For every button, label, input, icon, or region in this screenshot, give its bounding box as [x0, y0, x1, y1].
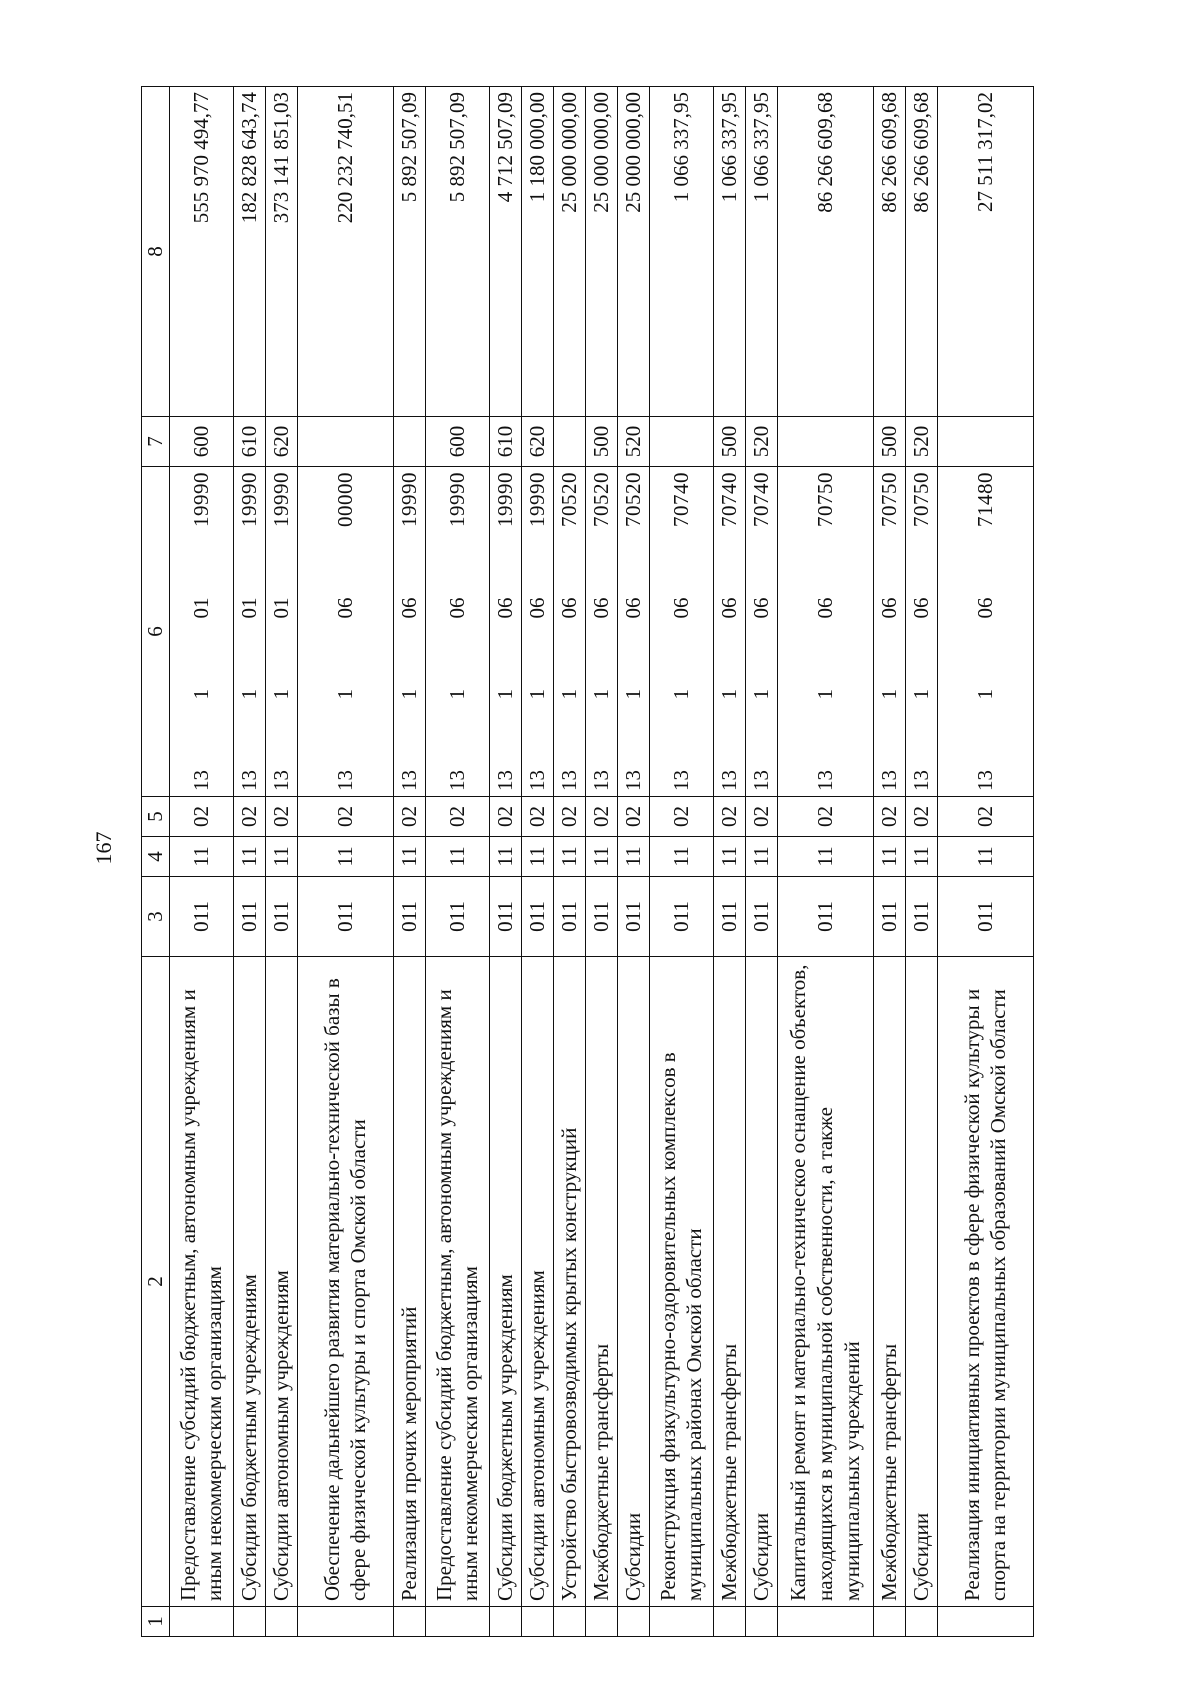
code-part: 1 — [444, 689, 469, 700]
target-article-code — [876, 472, 903, 791]
target-article-cell — [169, 467, 233, 797]
table-row — [489, 87, 521, 1637]
target-article-code — [444, 472, 471, 791]
code-part: 70750 — [908, 472, 933, 527]
amount-cell: 1 180 000,00 — [521, 87, 553, 417]
row-name-cell: Субсидии автономным учреждениям — [521, 957, 553, 1607]
code-part: 1 — [668, 689, 693, 700]
header-cell: 8 — [142, 87, 170, 417]
amount-cell: 1 066 337,95 — [713, 87, 745, 417]
target-article-cell — [873, 467, 905, 797]
row-name-cell: Субсидии бюджетным учреждениям — [489, 957, 521, 1607]
code-part: 06 — [620, 597, 645, 619]
ministry-code-cell: 011 — [265, 877, 297, 957]
subsection-code-cell: 02 — [169, 797, 233, 837]
row-number-cell — [425, 1607, 489, 1637]
code-part: 1 — [524, 689, 549, 700]
code-part: 1 — [876, 689, 901, 700]
table-row — [233, 87, 265, 1637]
code-part: 06 — [716, 597, 741, 619]
table-body — [142, 87, 1034, 1637]
table-row — [297, 87, 393, 1637]
ministry-code-cell: 011 — [585, 877, 617, 957]
target-article-code — [908, 472, 935, 791]
subsection-code-cell: 02 — [233, 797, 265, 837]
code-part: 00000 — [332, 472, 357, 527]
code-part: 13 — [332, 770, 357, 791]
amount-cell: 86 266 609,68 — [905, 87, 937, 417]
code-part: 70520 — [556, 472, 581, 527]
code-part: 13 — [588, 770, 613, 791]
code-part: 13 — [268, 770, 293, 791]
section-code-cell: 11 — [777, 837, 873, 877]
subsection-code-cell: 02 — [873, 797, 905, 837]
ministry-code-cell: 011 — [233, 877, 265, 957]
ministry-code-cell: 011 — [873, 877, 905, 957]
table-row — [393, 87, 425, 1637]
expense-type-cell — [649, 417, 713, 467]
table-row — [265, 87, 297, 1637]
section-code-cell: 11 — [521, 837, 553, 877]
row-name-cell: Межбюджетные трансферты — [873, 957, 905, 1607]
subsection-code-cell: 02 — [489, 797, 521, 837]
code-part: 1 — [908, 689, 933, 700]
target-article-code — [588, 472, 615, 791]
target-article-cell — [585, 467, 617, 797]
rotated-table-container — [141, 87, 1036, 1637]
section-code-cell: 11 — [297, 837, 393, 877]
row-name-cell: Реализация прочих мероприятий — [393, 957, 425, 1607]
code-part: 06 — [444, 597, 469, 619]
row-name-cell: Субсидии бюджетным учреждениям — [233, 957, 265, 1607]
row-name-cell: Предоставление субсидий бюджетным, автономным учреждениям и иным некоммерческим организациям — [169, 957, 233, 1607]
row-name-cell: Капитальный ремонт и материально-техническое оснащение объектов, находящихся в муниципальной собственности, а также муниципальных учреждений — [777, 957, 873, 1607]
code-part: 71480 — [972, 472, 997, 527]
target-article-code — [668, 472, 695, 791]
target-article-cell — [489, 467, 521, 797]
code-part: 13 — [556, 770, 581, 791]
section-code-cell: 11 — [585, 837, 617, 877]
subsection-code-cell: 02 — [585, 797, 617, 837]
amount-cell: 27 511 317,02 — [937, 87, 1033, 417]
target-article-cell — [777, 467, 873, 797]
table-row — [649, 87, 713, 1637]
table-row — [585, 87, 617, 1637]
amount-cell: 220 232 740,51 — [297, 87, 393, 417]
expense-type-cell: 600 — [169, 417, 233, 467]
ministry-code-cell: 011 — [649, 877, 713, 957]
header-cell: 6 — [142, 467, 170, 797]
target-article-code — [332, 472, 359, 791]
code-part: 06 — [524, 597, 549, 619]
code-part: 1 — [588, 689, 613, 700]
target-article-cell — [937, 467, 1033, 797]
section-code-cell: 11 — [873, 837, 905, 877]
ministry-code-cell: 011 — [777, 877, 873, 957]
subsection-code-cell: 02 — [713, 797, 745, 837]
amount-cell: 4 712 507,09 — [489, 87, 521, 417]
amount-cell: 1 066 337,95 — [649, 87, 713, 417]
expense-type-cell: 520 — [905, 417, 937, 467]
section-code-cell: 11 — [233, 837, 265, 877]
subsection-code-cell: 02 — [521, 797, 553, 837]
code-part: 13 — [972, 770, 997, 791]
target-article-cell — [553, 467, 585, 797]
code-part: 1 — [812, 689, 837, 700]
code-part: 06 — [812, 597, 837, 619]
target-article-cell — [265, 467, 297, 797]
table-row — [873, 87, 905, 1637]
code-part: 13 — [444, 770, 469, 791]
code-part: 1 — [716, 689, 741, 700]
table-row — [553, 87, 585, 1637]
row-name-cell: Межбюджетные трансферты — [585, 957, 617, 1607]
expense-type-cell: 610 — [233, 417, 265, 467]
subsection-code-cell: 02 — [649, 797, 713, 837]
row-name-cell: Реконструкция физкультурно-оздоровительных комплексов в муниципальных районах Омской области — [649, 957, 713, 1607]
code-part: 06 — [908, 597, 933, 619]
section-code-cell: 11 — [553, 837, 585, 877]
subsection-code-cell: 02 — [745, 797, 777, 837]
subsection-code-cell: 02 — [617, 797, 649, 837]
expense-type-cell: 620 — [265, 417, 297, 467]
expense-type-cell: 520 — [617, 417, 649, 467]
expense-type-cell: 500 — [713, 417, 745, 467]
row-name-cell: Субсидии — [905, 957, 937, 1607]
ministry-code-cell: 011 — [553, 877, 585, 957]
target-article-code — [812, 472, 839, 791]
header-cell: 3 — [142, 877, 170, 957]
header-cell: 5 — [142, 797, 170, 837]
subsection-code-cell: 02 — [393, 797, 425, 837]
code-part: 70750 — [876, 472, 901, 527]
code-part: 13 — [908, 770, 933, 791]
target-article-code — [396, 472, 423, 791]
row-name-cell: Обеспечение дальнейшего развития материально-технической базы в сфере физической культуры и спорта Омской области — [297, 957, 393, 1607]
header-cell: 7 — [142, 417, 170, 467]
code-part: 19990 — [444, 472, 469, 527]
code-part: 19990 — [492, 472, 517, 527]
code-part: 1 — [396, 689, 421, 700]
ministry-code-cell: 011 — [521, 877, 553, 957]
code-part: 1 — [972, 689, 997, 700]
section-code-cell: 11 — [617, 837, 649, 877]
section-code-cell: 11 — [489, 837, 521, 877]
amount-cell: 182 828 643,74 — [233, 87, 265, 417]
row-number-cell — [233, 1607, 265, 1637]
code-part: 70520 — [620, 472, 645, 527]
code-part: 06 — [332, 597, 357, 619]
expense-type-cell: 500 — [585, 417, 617, 467]
target-article-cell — [745, 467, 777, 797]
code-part: 70520 — [588, 472, 613, 527]
expense-type-cell: 520 — [745, 417, 777, 467]
code-part: 1 — [556, 689, 581, 700]
table-row — [777, 87, 873, 1637]
row-number-cell — [553, 1607, 585, 1637]
row-number-cell — [745, 1607, 777, 1637]
target-article-code — [620, 472, 647, 791]
code-part: 1 — [188, 689, 213, 700]
code-part: 19990 — [268, 472, 293, 527]
table-row — [521, 87, 553, 1637]
expense-type-cell: 610 — [489, 417, 521, 467]
ministry-code-cell: 011 — [713, 877, 745, 957]
target-article-code — [492, 472, 519, 791]
header-cell: 4 — [142, 837, 170, 877]
table-row — [937, 87, 1033, 1637]
row-name-cell: Устройство быстровозводимых крытых конструкций — [553, 957, 585, 1607]
code-part: 1 — [236, 689, 261, 700]
target-article-cell — [649, 467, 713, 797]
code-part: 13 — [812, 770, 837, 791]
table-row — [745, 87, 777, 1637]
header-cell: 2 — [142, 957, 170, 1607]
row-name-cell: Субсидии автономным учреждениям — [265, 957, 297, 1607]
row-name-cell: Субсидии — [745, 957, 777, 1607]
target-article-cell — [521, 467, 553, 797]
amount-cell: 86 266 609,68 — [873, 87, 905, 417]
section-code-cell: 11 — [745, 837, 777, 877]
subsection-code-cell: 02 — [265, 797, 297, 837]
table-row — [617, 87, 649, 1637]
code-part: 1 — [748, 689, 773, 700]
code-part: 06 — [588, 597, 613, 619]
table-row — [169, 87, 233, 1637]
code-part: 06 — [876, 597, 901, 619]
header-row — [142, 87, 170, 1637]
target-article-cell — [393, 467, 425, 797]
section-code-cell: 11 — [393, 837, 425, 877]
subsection-code-cell: 02 — [905, 797, 937, 837]
section-code-cell: 11 — [649, 837, 713, 877]
code-part: 1 — [268, 689, 293, 700]
target-article-code — [748, 472, 775, 791]
amount-cell: 86 266 609,68 — [777, 87, 873, 417]
code-part: 06 — [492, 597, 517, 619]
row-number-cell — [713, 1607, 745, 1637]
ministry-code-cell: 011 — [425, 877, 489, 957]
code-part: 19990 — [524, 472, 549, 527]
target-article-cell — [713, 467, 745, 797]
expense-type-cell — [777, 417, 873, 467]
code-part: 06 — [668, 597, 693, 619]
section-code-cell: 11 — [905, 837, 937, 877]
amount-cell: 25 000 000,00 — [585, 87, 617, 417]
row-number-cell — [521, 1607, 553, 1637]
target-article-code — [972, 472, 999, 791]
code-part: 13 — [716, 770, 741, 791]
row-name-cell: Предоставление субсидий бюджетным, автономным учреждениям и иным некоммерческим организациям — [425, 957, 489, 1607]
section-code-cell: 11 — [937, 837, 1033, 877]
target-article-cell — [617, 467, 649, 797]
code-part: 1 — [620, 689, 645, 700]
code-part: 13 — [236, 770, 261, 791]
code-part: 13 — [396, 770, 421, 791]
code-part: 70740 — [668, 472, 693, 527]
code-part: 13 — [492, 770, 517, 791]
code-part: 70750 — [812, 472, 837, 527]
code-part: 1 — [492, 689, 517, 700]
ministry-code-cell: 011 — [489, 877, 521, 957]
target-article-code — [188, 472, 215, 791]
row-number-cell — [585, 1607, 617, 1637]
ministry-code-cell: 011 — [617, 877, 649, 957]
code-part: 06 — [396, 597, 421, 619]
code-part: 13 — [620, 770, 645, 791]
table-row — [713, 87, 745, 1637]
row-number-cell — [873, 1607, 905, 1637]
ministry-code-cell: 011 — [745, 877, 777, 957]
table-row — [425, 87, 489, 1637]
code-part: 13 — [748, 770, 773, 791]
subsection-code-cell: 02 — [937, 797, 1033, 837]
row-number-cell — [489, 1607, 521, 1637]
target-article-code — [716, 472, 743, 791]
target-article-code — [236, 472, 263, 791]
row-name-cell: Субсидии — [617, 957, 649, 1607]
code-part: 19990 — [396, 472, 421, 527]
ministry-code-cell: 011 — [169, 877, 233, 957]
table-row — [905, 87, 937, 1637]
row-name-cell: Реализация инициативных проектов в сфере физической культуры и спорта на территории муниципальных образований Омской области — [937, 957, 1033, 1607]
subsection-code-cell: 02 — [425, 797, 489, 837]
amount-cell: 5 892 507,09 — [393, 87, 425, 417]
code-part: 06 — [556, 597, 581, 619]
ministry-code-cell: 011 — [937, 877, 1033, 957]
row-number-cell — [937, 1607, 1033, 1637]
amount-cell: 5 892 507,09 — [425, 87, 489, 417]
expense-type-cell: 500 — [873, 417, 905, 467]
code-part: 13 — [668, 770, 693, 791]
row-name-cell: Межбюджетные трансферты — [713, 957, 745, 1607]
code-part: 70740 — [716, 472, 741, 527]
expense-type-cell — [393, 417, 425, 467]
expense-type-cell — [553, 417, 585, 467]
row-number-cell — [297, 1607, 393, 1637]
page-number: 167 — [91, 831, 116, 865]
code-part: 06 — [972, 597, 997, 619]
header-cell: 1 — [142, 1607, 170, 1637]
target-article-cell — [905, 467, 937, 797]
ministry-code-cell: 011 — [905, 877, 937, 957]
expense-type-cell: 600 — [425, 417, 489, 467]
row-number-cell — [169, 1607, 233, 1637]
code-part: 13 — [188, 770, 213, 791]
expense-type-cell — [937, 417, 1033, 467]
row-number-cell — [905, 1607, 937, 1637]
target-article-code — [268, 472, 295, 791]
code-part: 19990 — [236, 472, 261, 527]
row-number-cell — [617, 1607, 649, 1637]
target-article-code — [524, 472, 551, 791]
expense-type-cell — [297, 417, 393, 467]
amount-cell: 555 970 494,77 — [169, 87, 233, 417]
target-article-cell — [297, 467, 393, 797]
code-part: 13 — [876, 770, 901, 791]
row-number-cell — [265, 1607, 297, 1637]
code-part: 01 — [188, 597, 213, 619]
budget-table — [141, 86, 1034, 1637]
code-part: 13 — [524, 770, 549, 791]
target-article-cell — [233, 467, 265, 797]
section-code-cell: 11 — [169, 837, 233, 877]
section-code-cell: 11 — [713, 837, 745, 877]
target-article-cell — [425, 467, 489, 797]
subsection-code-cell: 02 — [297, 797, 393, 837]
row-number-cell — [649, 1607, 713, 1637]
target-article-code — [556, 472, 583, 791]
code-part: 01 — [236, 597, 261, 619]
subsection-code-cell: 02 — [777, 797, 873, 837]
section-code-cell: 11 — [425, 837, 489, 877]
code-part: 1 — [332, 689, 357, 700]
ministry-code-cell: 011 — [393, 877, 425, 957]
row-number-cell — [777, 1607, 873, 1637]
code-part: 01 — [268, 597, 293, 619]
expense-type-cell: 620 — [521, 417, 553, 467]
row-number-cell — [393, 1607, 425, 1637]
code-part: 19990 — [188, 472, 213, 527]
amount-cell: 25 000 000,00 — [617, 87, 649, 417]
section-code-cell: 11 — [265, 837, 297, 877]
subsection-code-cell: 02 — [553, 797, 585, 837]
amount-cell: 25 000 000,00 — [553, 87, 585, 417]
code-part: 06 — [748, 597, 773, 619]
amount-cell: 1 066 337,95 — [745, 87, 777, 417]
code-part: 70740 — [748, 472, 773, 527]
amount-cell: 373 141 851,03 — [265, 87, 297, 417]
ministry-code-cell: 011 — [297, 877, 393, 957]
